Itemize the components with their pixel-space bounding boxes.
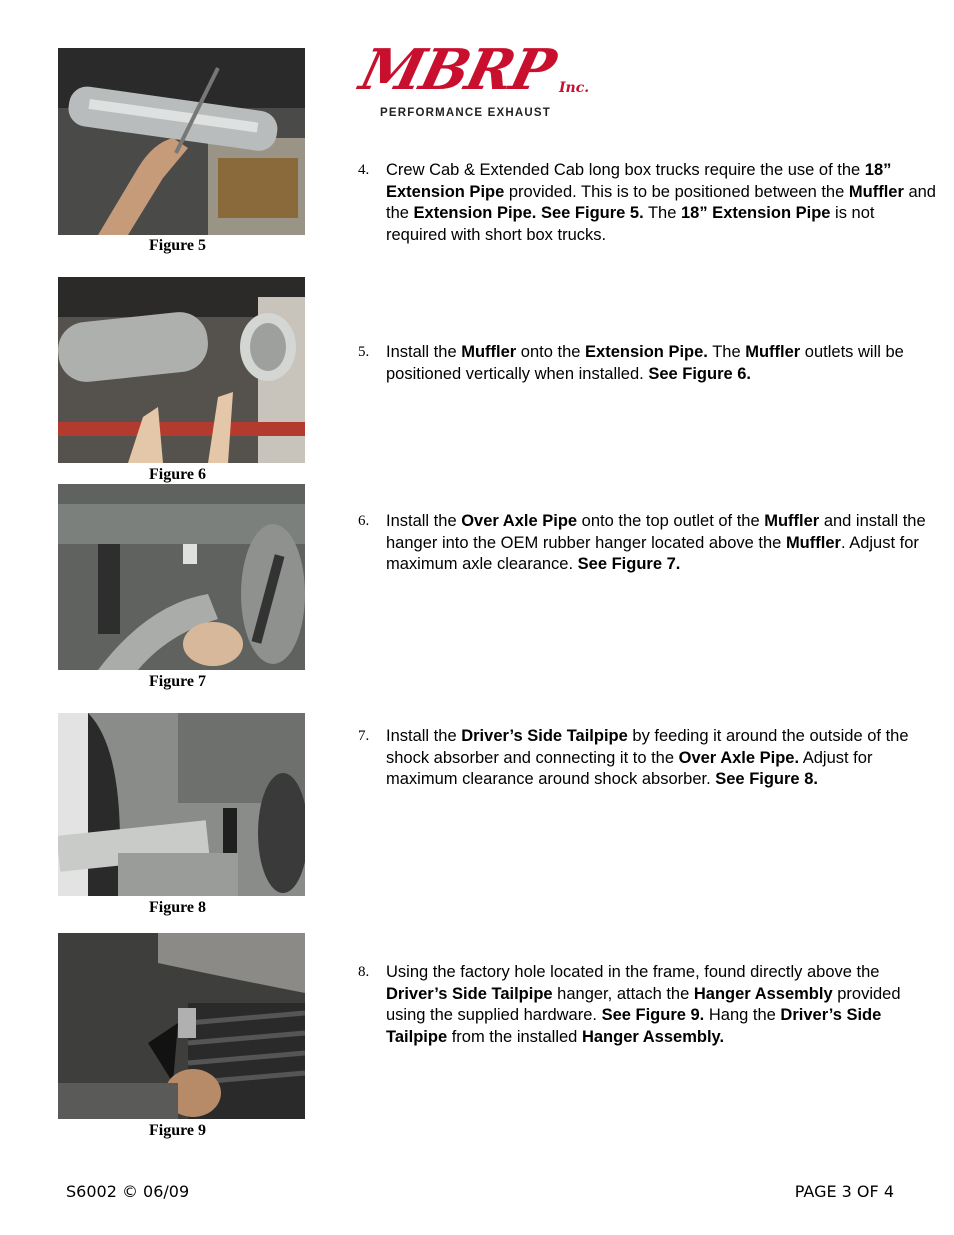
logo-wordmark: MBRP: [353, 37, 561, 103]
footer-page-number: PAGE 3 OF 4: [794, 1182, 894, 1201]
step-number: 5.: [358, 344, 370, 360]
step-bold-text: See Figure 6.: [648, 364, 752, 383]
step-bold-text: 18” Extension Pipe: [386, 161, 892, 201]
figure-5-caption: Figure 5: [149, 237, 207, 254]
step-text: [386, 726, 938, 791]
step-text-segment: outlets will be positioned vertically when installed.: [386, 343, 904, 383]
step-bold-text: Hanger Assembly: [693, 984, 833, 1003]
step-text-segment: provided. This is to be positioned between the: [504, 182, 849, 201]
step-bold-text: Muffler: [785, 533, 841, 552]
figure-8-caption: Figure 8: [149, 899, 207, 916]
step-bold-text: Muffler: [461, 343, 517, 361]
step-text-segment: Install the: [386, 343, 462, 361]
step-number: 7.: [358, 728, 370, 744]
step-text: [386, 962, 938, 1048]
step-bold-text: Extension Pipe. See Figure 5.: [413, 204, 644, 222]
step-text-segment: is not required with short box trucks.: [386, 204, 875, 244]
step-bold-text: Muffler: [745, 343, 801, 361]
step-number: 6.: [358, 513, 370, 529]
step-bold-text: Driver’s Side Tailpipe: [386, 984, 553, 1003]
figure-6-caption: Figure 6: [149, 466, 207, 483]
step-number: 8.: [358, 964, 370, 980]
step-text: [386, 511, 938, 576]
figure-7-photo: [58, 484, 305, 670]
step-text-segment: Install the: [386, 512, 462, 530]
step-text-segment: and the: [386, 182, 936, 222]
instruction-step-6: [358, 511, 938, 576]
figure-9-caption: Figure 9: [149, 1122, 207, 1139]
step-bold-text: Muffler: [764, 512, 820, 530]
step-bold-text: Muffler: [848, 182, 904, 201]
step-text-segment: The: [643, 204, 681, 222]
step-text-segment: by feeding it around the outside of the shock absorber and connecting it to the: [386, 727, 909, 767]
step-bold-text: See Figure 7.: [577, 555, 681, 573]
step-bold-text: Over Axle Pipe.: [678, 748, 800, 767]
step-text-segment: Install the: [386, 727, 462, 745]
instruction-step-5: [358, 342, 938, 385]
step-text-segment: hanger, attach the: [552, 984, 694, 1003]
figure-5-photo: [58, 48, 305, 235]
step-bold-text: Driver’s Side Tailpipe: [461, 727, 628, 745]
step-bold-text: See Figure 8.: [715, 770, 818, 788]
instruction-step-7: [358, 726, 938, 791]
footer-document-code: S6002 © 06/09: [66, 1182, 190, 1201]
step-text-segment: from the installed: [447, 1027, 582, 1046]
instruction-step-4: [358, 160, 938, 246]
figure-7-caption: Figure 7: [149, 673, 207, 690]
step-text-segment: Using the factory hole located in the frame, found directly above the: [386, 963, 880, 981]
step-text-segment: provided using the supplied hardware.: [386, 984, 901, 1024]
instruction-step-8: [358, 962, 938, 1048]
step-text-segment: onto the top outlet of the: [577, 512, 765, 530]
step-bold-text: Driver’s Side Tailpipe: [386, 1006, 882, 1046]
step-bold-text: See Figure 9.: [601, 1006, 705, 1024]
logo-tagline: PERFORMANCE EXHAUST: [380, 107, 552, 119]
step-text-segment: The: [707, 343, 746, 361]
step-text-segment: onto the: [516, 343, 586, 361]
step-text-segment: Adjust for maximum clearance around shock absorber.: [386, 748, 873, 788]
step-bold-text: Extension Pipe.: [585, 343, 708, 361]
step-text-segment: Crew Cab & Extended Cab long box trucks require the use of the: [386, 161, 865, 179]
step-text: [386, 342, 938, 385]
step-text-segment: and install the hanger into the OEM rubber hanger located above the: [386, 512, 926, 552]
step-bold-text: Over Axle Pipe: [461, 512, 578, 530]
figure-6-photo: [58, 277, 305, 463]
step-text-segment: . Adjust for maximum axle clearance.: [386, 533, 919, 573]
logo-inc: Inc.: [559, 80, 590, 96]
figure-8-photo: [58, 713, 305, 896]
step-text: [386, 160, 938, 246]
mbrp-logo: [353, 37, 615, 122]
step-text-segment: Hang the: [704, 1006, 781, 1024]
step-bold-text: Hanger Assembly.: [581, 1027, 725, 1046]
step-number: 4.: [358, 162, 370, 178]
step-bold-text: 18” Extension Pipe: [681, 204, 831, 222]
figure-9-photo: [58, 933, 305, 1119]
